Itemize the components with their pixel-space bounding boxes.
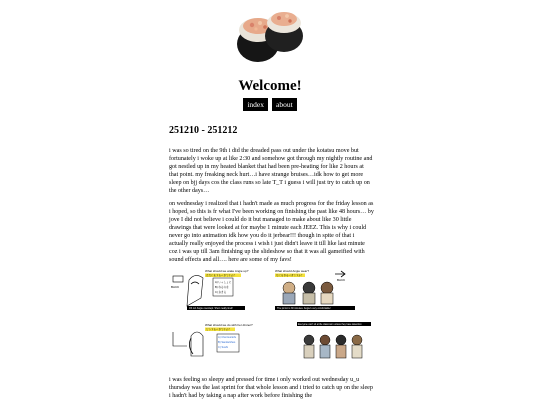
comic-question: What should Angie wear? (275, 269, 310, 273)
back-arrow-icon (173, 276, 183, 282)
comic-question-sub: どうするべきですか？ (206, 328, 232, 332)
post-body (169, 148, 374, 271)
comic-panel-3 (173, 323, 253, 356)
caption-text: Oh no! Angie overslept. She's really tired! (189, 307, 233, 310)
sushi-roll-right (265, 12, 303, 52)
comic-option: C) おきる (215, 291, 227, 294)
comic-question: What should we wake Angie up? (205, 269, 249, 273)
post-title: 251210 - 251212 (169, 125, 238, 136)
comic-option: C) Sushi (218, 346, 228, 349)
post-paragraph: on wednesday i realized that i hadn't made as much progress for the friday lesson as i hoped, so this is fr what I've been working on finishing the past like 48 hours… by jove I did not believe i could do it but managed to make about like 30 little drawings that were looked at for maybe 1 minute each JEEZ. This is why i could never go into animation idk how you do it jerbear!!! though in spite of that i actually really enjoyed the process i wish i just didn't leave it till like last minute coz i was up till 3am finishing up the slideshow so that it was all gameified with sound effects and all…. here are some of my favs! (169, 201, 374, 263)
comic-question: What should we do with her dinner? (205, 323, 253, 327)
character-drawing (352, 335, 362, 345)
comic-panel-1 (171, 269, 249, 310)
comic-panel-4 (297, 322, 371, 358)
comic-question-sub: はなにをするべきですか？ (206, 274, 237, 278)
comic-collage-image (169, 266, 372, 370)
sleeping-girl-drawing (187, 275, 203, 306)
comic-option: A) いっしょに (215, 281, 232, 284)
character-drawing (336, 335, 346, 345)
back-label: BACK (171, 285, 180, 289)
caption-text: Everyone can't sit at the classroom unless they have detention (298, 324, 362, 326)
character-drawing (303, 282, 315, 294)
character-drawing (283, 282, 295, 294)
comic-option: B) ねるのを (215, 286, 229, 289)
nav-link-index[interactable]: index (243, 98, 268, 111)
back-label: BACK (337, 278, 346, 282)
main-nav (0, 98, 540, 111)
comic-option: A) Cherries/tofu (218, 336, 237, 339)
nav-link-about[interactable]: about (272, 98, 297, 111)
comic-question-sub: なにをきるべきですか？ (276, 274, 304, 278)
next-arrow-icon (335, 271, 345, 277)
comic-option: B) Sandwiches (218, 341, 236, 344)
character-drawing (321, 282, 333, 294)
sushi-hero-image (232, 6, 308, 66)
post-paragraph: i was so tired on the 9th i did the dreaded pass out under the kotatsu move but fortunately i woke up at like 2:30 and somehow got through my nightly routine and got nestled up in my heated blanket that had been pre-heating for like 2 hours at that point. my freaking neck hurt…i have strange bruises…idk how to get more sleep on bjj days cos the class runs so late T_T i guess i will just try to catch up on the other days… (169, 148, 373, 194)
post-body-continued (169, 377, 374, 407)
character-drawing (304, 335, 314, 345)
cooking-girl-drawing (191, 332, 203, 356)
character-drawing (320, 335, 330, 345)
comic-panel-2 (275, 269, 355, 310)
caption-text: The picnic is 30 minutes. Angie's very comfortable! (277, 307, 331, 310)
post-paragraph: i was feeling so sleepy and pressed for time i only worked out wednesday u_u thursday was the last sprint for that whole lesson and i tried to catch up on the sleep i hadn't had by taking a nap after work before finishing the (169, 377, 373, 399)
back-arrow-icon (173, 332, 187, 346)
site-title: Welcome! (238, 78, 302, 94)
